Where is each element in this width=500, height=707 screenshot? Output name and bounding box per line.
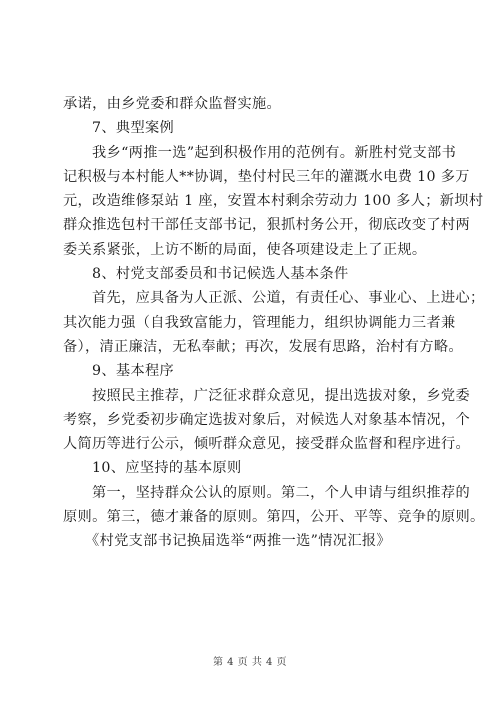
text-line-17: 第一，坚持群众公认的原则。第二，个人申请与组织推荐的 [92,484,470,501]
text-line-1: 承诺，由乡党委和群众监督实施。 [63,96,282,112]
text-line-14: 考察，乡党委初步确定选拔对象后，对候选人对象基本情况，个 [63,411,471,428]
text-line-15: 人简历等进行公示，倾听群众意见，接受群众监督和程序进行。 [63,436,471,453]
section-heading-basic-principles: 10、应坚持的基本原则 [92,460,242,477]
text-line-11: 备），清正廉洁，无私奉献；再次，发展有思路，治村有方略。 [63,338,463,355]
text-line-10: 其次能力强（自我致富能力，管理能力，组织协调能力三者兼 [63,314,456,331]
text-line-7: 委关系紧张，上访不断的局面，使各项建设走上了正规。 [63,241,427,258]
section-heading-candidate-conditions: 8、村党支部委员和书记候选人基本条件 [92,266,349,283]
text-line-13: 按照民主推荐，广泛征求群众意见，提出选拔对象，乡党委 [92,387,470,404]
section-heading-basic-procedure: 9、基本程序 [92,363,175,380]
text-line-18: 原则。第三，德才兼备的原则。第四，公开、平等、竞争的原则。 [63,509,485,526]
text-line-9: 首先，应具备为人正派、公道，有责任心、事业心、上进心； [92,290,485,307]
text-line-6: 群众推选包村干部任支部书记，狠抓村务公开，彻底改变了村两 [63,217,471,234]
text-line-4: 记积极与本村能人**协调，垫付村民三年的灌溉水电费 10 多万 [63,168,470,185]
text-line-5: 元，改造维修泵站 1 座，安置本村剩余劳动力 100 多人；新坝村 [63,193,484,210]
section-heading-typical-cases: 7、典型案例 [92,120,175,137]
page-number-footer: 第 4 页 共 4 页 [212,657,288,668]
document-body [63,92,485,554]
document-caption: 《村党支部书记换届选举“两推一选”情况汇报》 [85,533,391,550]
text-line-3: 我乡“两推一选”起到积极作用的范例有。新胜村党支部书 [92,144,457,161]
